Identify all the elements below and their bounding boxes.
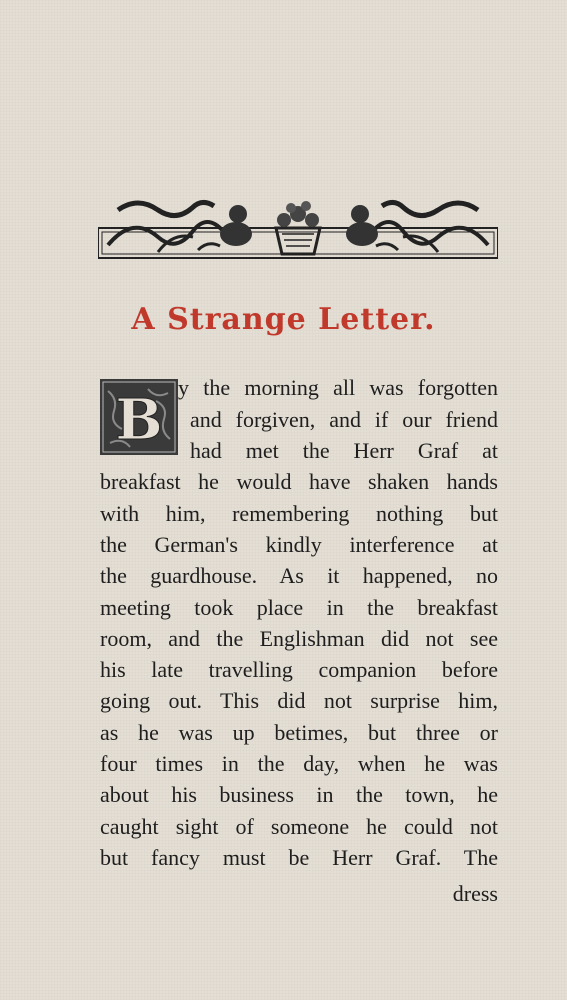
text-line: y the morning all was forgotten bbox=[178, 375, 498, 400]
text-line: going out. This did not surprise him, bbox=[100, 688, 498, 713]
chapter-title: A Strange Letter. bbox=[131, 302, 436, 337]
text-line: as he was up betimes, but three or bbox=[100, 720, 498, 745]
dropcap-initial-icon bbox=[100, 379, 178, 455]
text-line: his late travelling companion before bbox=[100, 657, 498, 682]
text-line: but fancy must be Herr Graf. The bbox=[100, 845, 498, 870]
text-line: breakfast he would have shaken hands bbox=[100, 469, 498, 494]
catchword: dress bbox=[452, 881, 498, 906]
text-line: meeting took place in the breakfast bbox=[100, 595, 498, 620]
dropcap-letter: B bbox=[115, 387, 163, 453]
text-line: room, and the Englishman did not see bbox=[100, 626, 498, 651]
text-line: four times in the day, when he was bbox=[100, 751, 498, 776]
text-line: the German's kindly interference at bbox=[100, 532, 498, 557]
text-line: about his business in the town, he bbox=[100, 782, 498, 807]
ornament-headpiece-icon bbox=[98, 190, 498, 260]
text-line: the guardhouse. As it happened, no bbox=[100, 563, 498, 588]
text-line: caught sight of someone he could not bbox=[100, 814, 498, 839]
text-line: and forgiven, and if our friend bbox=[190, 407, 498, 432]
text-line: had met the Herr Graf at bbox=[190, 438, 498, 463]
text-line: with him, remembering nothing but bbox=[100, 501, 498, 526]
